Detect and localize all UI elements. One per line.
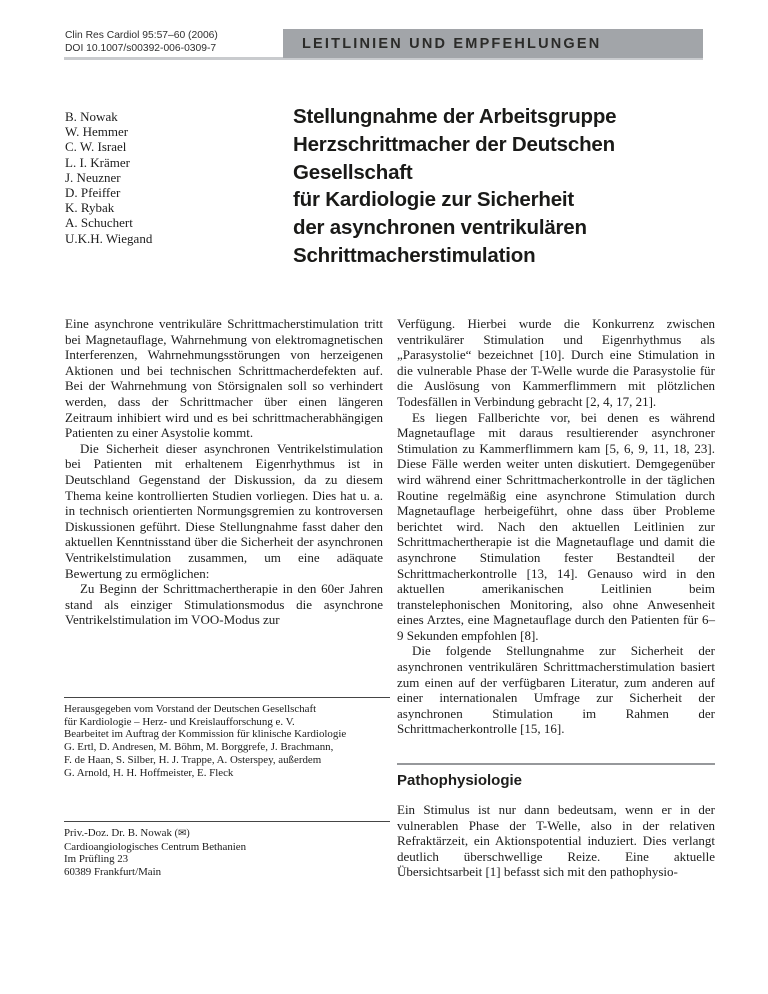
correspondence-street: Im Prüfling 23 bbox=[64, 853, 129, 866]
body-paragraph: Es liegen Fallberichte vor, bei denen es während Magnetauflage mit daraus resultierender asynchroner Stimulation zu Kammerflimmern kam [5, 6, 9, 11, 18, 23]. Diese Fälle werden weiter unten diskutiert. Demgegenüber wird während einer Schrittmacherkontrolle in der täglichen Routine regelmäßig eine asynchrone Stimulation durch Magnetauflage herbeigeführt, ohne dass über Probleme berichtet wird. Nach den aktuellen Leitlinien zur Schrittmachertherapie ist die Magnetauflage und damit die asynchrone Stimulation fester Bestandteil der Schrittmacherkontrolle [13, 14]. Genauso wird in den aktuellen amerikanischen Leitlinien beim transtelephonischen Monitoring, also ohne Anwesenheit eines Arztes, eine Magnetauflage durch den Patienten für 6–9 Sekunden empfohlen [8]. bbox=[397, 409, 715, 643]
body-paragraph: Eine asynchrone ventrikuläre Schrittmacherstimulation tritt bei Magnetauflage, Wahrnehmung von elektromagnetischen Interferenzen, Wahrnehmungsstörungen von herzeigenen Aktionen und bei technischen Schrittmacherdefekten auf. Bei der Wahrnehmung von Störsignalen soll so verhindert werden, dass der Schrittmacher über einen längeren Zeitraum inhibiert wird und es bei schrittmacherabhängigen Patienten zu einer Asystolie kommt. bbox=[65, 316, 383, 441]
body-paragraph: Ein Stimulus ist nur dann bedeutsam, wenn er in der vulnerablen Phase der T-Welle, also in der relativen Refraktärzeit, ein Aktionspotential induziert. Dies verlangt deutlich überschwellige Reize. Eine aktuelle Übersichtsarbeit [1] befasst sich mit den pathophysio- bbox=[397, 802, 715, 880]
article-title bbox=[293, 103, 733, 270]
section-banner bbox=[283, 29, 703, 58]
correspondence-name: Priv.-Doz. Dr. B. Nowak bbox=[64, 827, 175, 839]
author: W. Hemmer bbox=[65, 124, 129, 140]
right-column bbox=[397, 316, 715, 880]
author: A. Schuchert bbox=[65, 215, 133, 231]
banner-label: LEITLINIEN UND EMPFEHLUNGEN bbox=[302, 35, 602, 52]
footnote-line: Bearbeitet im Auftrag der Kommission für klinische Kardiologie bbox=[64, 728, 347, 741]
body-paragraph: Zu Beginn der Schrittmachertherapie in den 60er Jahren stand als einziger Stimulationsmodus die asynchrone Ventrikelstimulation im VOO-Modus zur bbox=[65, 581, 383, 628]
left-column bbox=[65, 316, 383, 880]
author: L. I. Krämer bbox=[65, 154, 130, 170]
author: B. Nowak bbox=[65, 109, 118, 124]
footnote-line: für Kardiologie – Herz- und Kreislaufforschung e. V. bbox=[64, 715, 295, 728]
body-paragraph: Verfügung. Hierbei wurde die Konkurrenz zwischen ventrikulärer Stimulation und Eigenrhythmus als „Parasystolie“ bezeichnet [10]. Durch eine Stimulation in die vulnerable Phase der T-Welle wurde die Parasystolie für die Auslösung von Kammerflimmern mit plötzlichen Todesfällen in Verbindung gebracht [2, 4, 17, 21]. bbox=[397, 316, 715, 409]
author: K. Rybak bbox=[65, 200, 115, 216]
footnote-line: Herausgegeben vom Vorstand der Deutschen Gesellschaft bbox=[64, 703, 317, 715]
article-title-line: der asynchronen ventrikulären bbox=[293, 216, 587, 240]
correspondence-city: 60389 Frankfurt/Main bbox=[64, 866, 162, 879]
correspondence-name-line bbox=[64, 827, 390, 841]
article-title-line: Herzschrittmacher der Deutschen Gesellschaft bbox=[293, 132, 615, 184]
journal-citation: Clin Res Cardiol 95:57–60 (2006) bbox=[65, 30, 218, 41]
article-title-line: Stellungnahme der Arbeitsgruppe bbox=[293, 105, 617, 128]
correspondence-address bbox=[64, 821, 390, 879]
article-title-line: Schrittmacherstimulation bbox=[293, 243, 536, 267]
footnote-line: G. Ertl, D. Andresen, M. Böhm, M. Borggrefe, J. Brachmann, bbox=[64, 741, 334, 754]
page-header bbox=[64, 29, 703, 60]
footnote-line: G. Arnold, H. H. Hoffmeister, E. Fleck bbox=[64, 766, 234, 779]
author-list bbox=[65, 109, 152, 246]
author: D. Pfeiffer bbox=[65, 185, 121, 201]
article-title-line: für Kardiologie zur Sicherheit bbox=[293, 188, 575, 212]
envelope-icon: (✉) bbox=[174, 828, 190, 839]
body-paragraph: Die folgende Stellungnahme zur Sicherheit der asynchronen ventrikulären Schrittmacherstimulation basiert zum einen auf der verfügbaren Literatur, zum anderen auf einer internationalen Umfrage zur Sicherheit der asynchronen Stimulation im Rahmen der Schrittmacherkontrolle [15, 16]. bbox=[397, 643, 715, 737]
author: U.K.H. Wiegand bbox=[65, 230, 153, 246]
journal-doi: DOI 10.1007/s00392-006-0309-7 bbox=[65, 43, 217, 54]
correspondence-institution: Cardioangiologisches Centrum Bethanien bbox=[64, 840, 247, 853]
editorial-footnote bbox=[64, 697, 390, 779]
author: J. Neuzner bbox=[65, 169, 121, 185]
footnote-line: F. de Haan, S. Silber, H. J. Trappe, A. Osterspey, außerdem bbox=[64, 753, 322, 766]
body-paragraph: Die Sicherheit dieser asynchronen Ventrikelstimulation bei Patienten mit erhaltenem Eigenrhythmus ist in Deutschland Gegenstand der Diskussion, da zu diesem Thema keine kontrollierten Studien vorliegen. Dies hat u. a. in technisch orientierten Normungsgremien zu kontroversen Diskussionen geführt. Diese Stellungnahme fasst daher den aktuellen Kenntnisstand über die Sicherheit der asynchronen Ventrikelstimulation zusammen, um eine adäquate Bewertung zu ermöglichen: bbox=[65, 440, 383, 581]
author: C. W. Israel bbox=[65, 139, 127, 155]
article-body bbox=[65, 316, 715, 880]
journal-reference bbox=[65, 29, 218, 55]
section-heading-pathophysiologie: Pathophysiologie bbox=[397, 763, 715, 789]
